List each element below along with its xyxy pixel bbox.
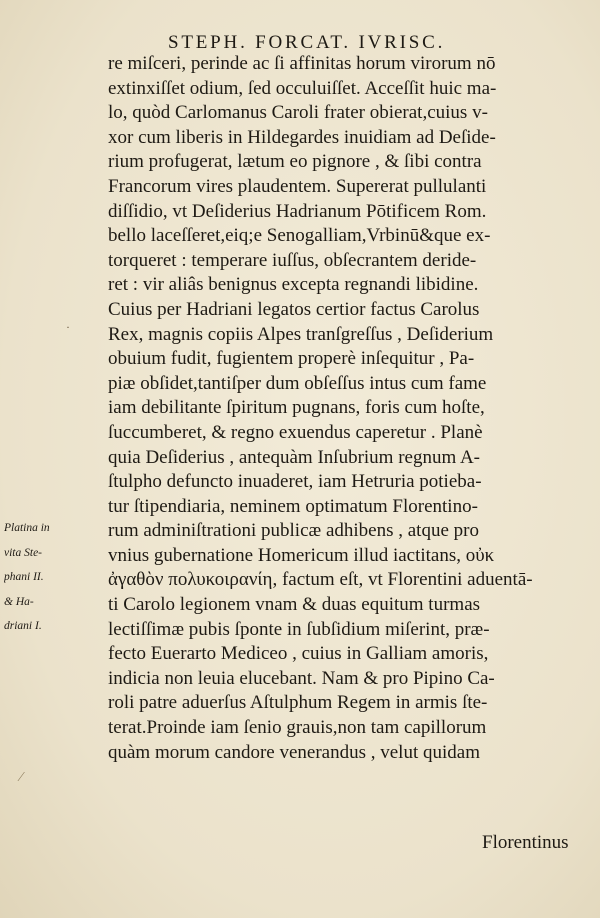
text-line: lo, quòd Carlomanus Caroli frater obierat,cuius v- (108, 102, 488, 124)
text-line: terat.Proinde iam ſenio grauis,non tam capillorum (108, 717, 487, 739)
text-line: xor cum liberis in Hildegardes inuidiam ad Deſide- (108, 126, 496, 148)
text-line: roli patre aduerſus Aſtulphum Regem in armis ſte- (108, 692, 488, 714)
text-line: lectiſſimæ pubis ſponte in ſubſidium miſerint, præ- (108, 618, 490, 640)
text-line: ſtulpho defuncto inuaderet, iam Hetruria potieba- (108, 471, 482, 493)
catchword: Florentinus (482, 832, 569, 853)
text-line: Francorum vires plaudentem. Supererat pullulanti (108, 175, 487, 197)
margin-note-line: driani I. (4, 620, 42, 633)
text-line: rium profugerat, lætum eo pignore , & ſibi contra (108, 151, 482, 173)
text-line: quàm morum candore venerandus , velut quidam (108, 741, 480, 763)
text-line: iam debilitante ſpiritum pugnans, foris cum hoſte, (108, 397, 485, 419)
text-line: ret : vir aliâs benignus excepta regnandi libidine. (108, 274, 479, 296)
text-line: ἀγαθὸν πολυκοιρανίη, factum eſt, vt Florentini aduentā- (108, 569, 533, 591)
main-text-column (108, 52, 596, 765)
margin-note-line: Platina in (4, 522, 50, 534)
margin-note-line: & Ha- (4, 595, 34, 608)
text-line: re miſceri, perinde ac ſi affinitas horum virorum nō (108, 53, 496, 74)
text-line: bello laceſſeret,eiq;e Senogalliam,Vrbinū&que ex- (108, 225, 491, 247)
text-line: rum adminiſtrationi publicæ adhibens , atque pro (108, 520, 479, 542)
text-line: diſſidio, vt Deſiderius Hadrianum Pōtificem Rom. (108, 200, 487, 222)
text-line: torqueret : temperare iuſſus, obſecrantem deride- (108, 249, 477, 271)
ink-mark: · (66, 320, 70, 334)
text-line: Rex, magnis copiis Alpes tranſgreſſus , Deſiderium (108, 323, 494, 345)
margin-note-line: vita Ste- (4, 546, 42, 559)
running-head: STEPH. FORCAT. IVRISC. (168, 32, 446, 53)
text-line: Cuius per Hadriani legatos certior factus Carolus (108, 298, 480, 320)
text-line: piæ obſidet,tantiſper dum obſeſſus intus cum fame (108, 372, 487, 394)
text-line: extinxiſſet odium, ſed occuluiſſet. Acceſſit huic ma- (108, 77, 497, 99)
text-line: indicia non leuia elucebant. Nam & pro Pipino Ca- (108, 667, 495, 689)
text-line: obuium fudit, fugientem properè inſequitur , Pa- (108, 348, 475, 370)
text-line: ti Carolo legionem vnam & duas equitum turmas (108, 594, 481, 616)
margin-note-line: phani II. (4, 571, 44, 584)
text-line: fecto Euerarto Mediceo , cuius in Galliam amoris, (108, 643, 489, 665)
text-line: quia Deſiderius , antequàm Inſubrium regnum A- (108, 446, 480, 468)
text-line: tur ſtipendiaria, neminem optimatum Florentino- (108, 495, 478, 517)
text-line: ſuccumberet, & regno exuendus caperetur . Planè (108, 421, 483, 443)
marginal-note (4, 516, 108, 639)
ink-mark: ⁄ (20, 770, 23, 785)
text-line: vnius gubernatione Homericum illud iactitans, οὐκ (108, 544, 495, 566)
